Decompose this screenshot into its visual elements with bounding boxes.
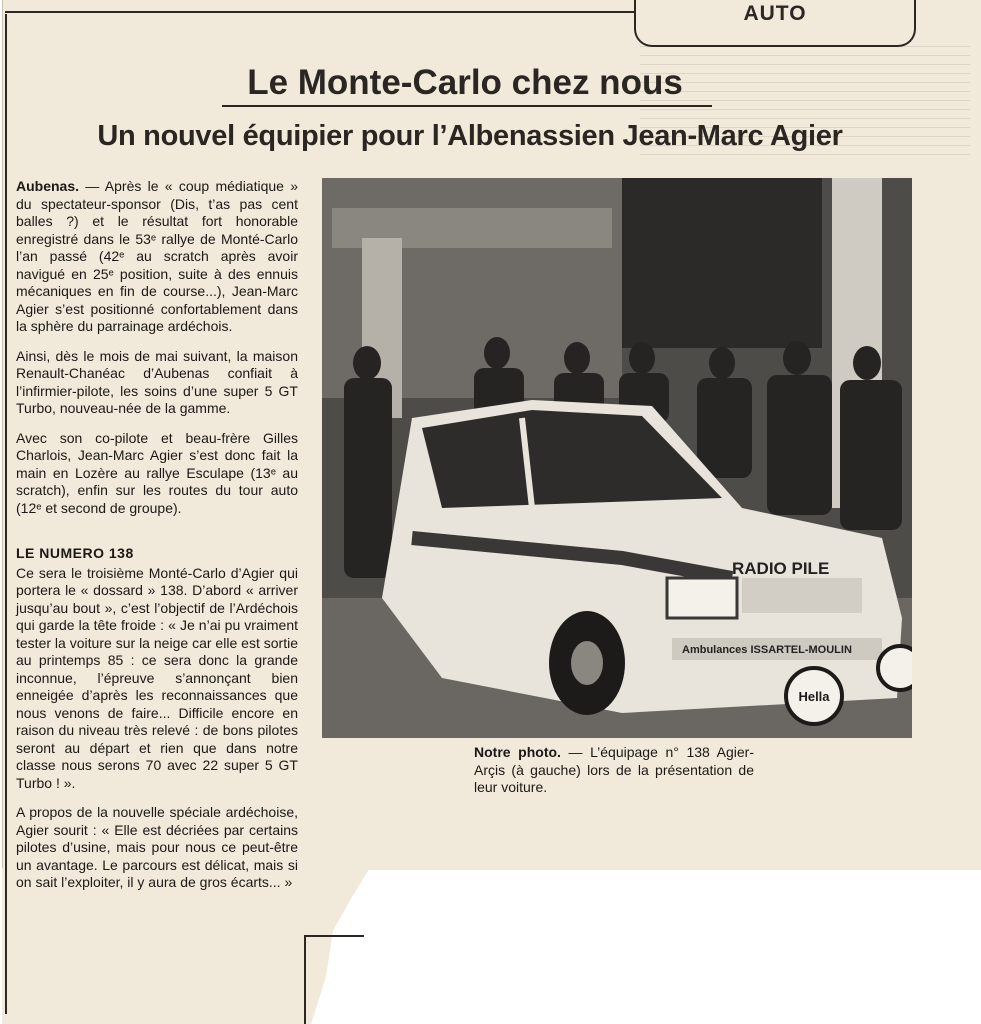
- headline: Le Monte-Carlo chez nous: [247, 63, 683, 102]
- section-tab: [634, 0, 916, 47]
- car-sponsor-radio-pile: RADIO PILE: [732, 559, 830, 578]
- paragraph-1-text: — Après le « coup médiatique » du spectateur-sponsor (Dis, t’as pas cent balles ?) et le résultat fort honorable enregistré dans le 53ᵉ rallye de Monté-Carlo l’an passé (42ᵉ au scratch après avoir navigué en 25ᵉ position, suite à des ennuis mécaniques en fin de course...), Jean-Marc Agier s’est positionné confortablement dans la sphère du parrainage ardéchois.: [16, 178, 298, 334]
- section-tag: AUTO: [743, 2, 807, 25]
- paragraph-5: A propos de la nouvelle spéciale ardéchoise, Agier sourit : « Elle est décriées par certains pilotes d’usine, mais pour nous ce peut-être un avantage. Le parcours est délicat, mais si on sait l’exploiter, il y aura de gros écarts... »: [16, 804, 298, 890]
- paragraph-1: [16, 178, 298, 336]
- subheadline: Un nouvel équipier pour l’Albenassien Jean-Marc Agier: [97, 120, 843, 152]
- dateline: Aubenas.: [16, 178, 80, 194]
- paragraph-4: Ce sera le troisième Monté-Carlo d’Agier qui portera le « dossard » 138. D’abord « arriver jusqu’au bout », c’est l’objectif de l’Ardéchois qui garde la tête froide : « Je n’ai pu vraiment tester la voiture sur la neige car elle est sortie au printemps 85 : ce sera donc la grande inconnue, l’épreuve s’annonçant bien enneigée d’après les reconnaissances que nous venons de faire... Difficile encore en raison du niveau très relevé : de bons pilotes seront au départ et rien que dans notre classe nous serons 70 avec 22 super 5 GT Turbo ! ».: [16, 564, 298, 791]
- corner-rule-vertical: [304, 935, 306, 1024]
- hella-lamp-logo: Hella: [798, 689, 830, 704]
- photo-caption: [474, 744, 754, 797]
- photo-illustration: [322, 178, 912, 738]
- paragraph-2: Ainsi, dès le mois de mai suivant, la maison Renault-Chanéac d’Aubenas confiait à l’infirmier-pilote, les soins d’une super 5 GT Turbo, nouveau-née de la gamme.: [16, 347, 298, 416]
- headline-underline: [222, 105, 712, 107]
- article-column: [16, 178, 298, 904]
- paragraph-3: Avec son co-pilote et beau-frère Gilles Charlois, Jean-Marc Agier s’est donc fait la main en Lozère au rallye Esculape (13ᵉ au scratch), enfin sur les routes du tour auto (12ᵉ et second de groupe).: [16, 429, 298, 516]
- caption-text: — L’équipage n° 138 Agier-Arçis (à gauche) lors de la présentation de leur voiture.: [474, 744, 754, 795]
- car-sponsor-ambulances: Ambulances ISSARTEL-MOULIN: [682, 644, 852, 656]
- caption-lead: Notre photo.: [474, 744, 561, 760]
- corner-rule-horizontal: [304, 935, 364, 937]
- top-rule: [5, 11, 635, 13]
- section-title: LE NUMERO 138: [16, 545, 134, 561]
- left-column-rule: [5, 14, 7, 1014]
- article-photo: [322, 178, 912, 738]
